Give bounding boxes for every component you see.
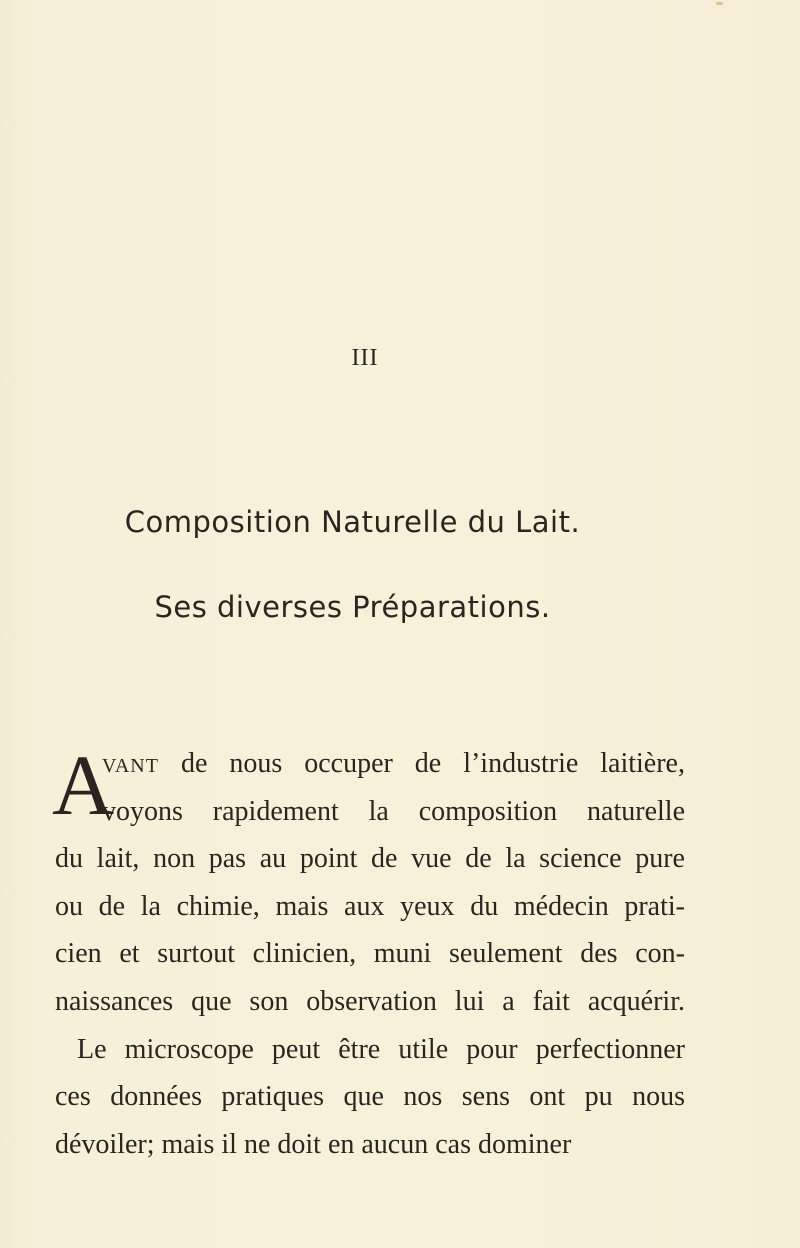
- text-line-5: cien et surtout clinicien, muni seulement des con-: [55, 938, 685, 970]
- body-paragraph: [52, 737, 685, 1168]
- text-line-3: du lait, non pas au point de vue de la science pure: [55, 843, 685, 875]
- drop-cap: A: [52, 737, 115, 833]
- text-line-2: voyons rapidement la composition naturelle: [102, 795, 685, 827]
- text-line-9: dévoiler; mais il ne doit en aucun cas dominer: [55, 1128, 572, 1160]
- text-line-7: Le microscope peut être utile pour perfectionner: [77, 1033, 685, 1065]
- text-line-6: naissances que son observation lui a fait acquérir.: [55, 985, 685, 1017]
- paper-speck: [716, 2, 723, 5]
- text-line-4: ou de la chimie, mais aux yeux du médecin prati-: [55, 890, 685, 922]
- chapter-subtitle: Ses diverses Préparations.: [154, 590, 551, 624]
- text-line-8: ces données pratiques que nos sens ont pu nous: [55, 1081, 685, 1113]
- line-1-rest: de nous occuper de l’industrie laitière,: [158, 748, 685, 779]
- chapter-title: Composition Naturelle du Lait.: [124, 505, 581, 539]
- lead-smallcaps: vant: [102, 748, 159, 779]
- chapter-number: III: [351, 345, 379, 371]
- text-line-1: [55, 740, 685, 788]
